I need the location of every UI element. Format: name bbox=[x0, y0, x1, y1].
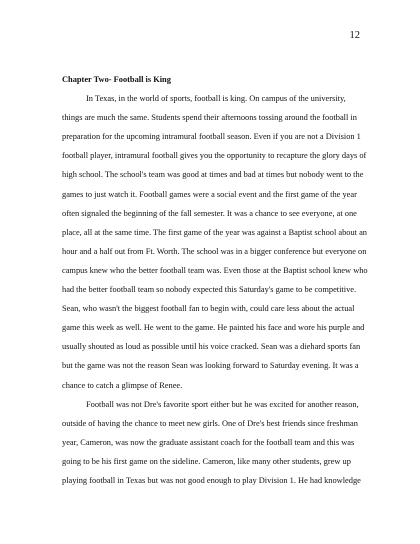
paragraph-line: campus knew who the better football team was. Even those at the Baptist school knew who bbox=[62, 265, 368, 275]
paragraph-line: preparation for the upcoming intramural football season. Even if you are not a Division 1 bbox=[62, 132, 361, 142]
body-text bbox=[62, 70, 368, 490]
paragraph-line: playing football in Texas but was not good enough to play Division 1. He had knowledge bbox=[62, 475, 361, 485]
paragraph-line: game this week as well. He went to the game. He painted his face and wore his purple and bbox=[62, 323, 365, 333]
paragraph-line: year, Cameron, was now the graduate assistant coach for the football team and this was bbox=[62, 437, 355, 447]
paragraph-line: going to be his first game on the sideline. Cameron, like many other students, grew up bbox=[62, 456, 351, 466]
paragraph-line: but the game was not the reason Sean was looking forward to Saturday evening. It was a bbox=[62, 361, 359, 371]
paragraph-line: often signaled the beginning of the fall semester. It was a chance to see everyone, at one bbox=[62, 208, 357, 218]
paragraph-line: had the better football team so nobody expected this Saturday's game to be competitive. bbox=[62, 285, 357, 295]
paragraph-line: outside of having the chance to meet new girls. One of Dre's best friends since freshman bbox=[62, 418, 358, 428]
paragraph-line: games to just watch it. Football games were a social event and the first game of the year bbox=[62, 189, 357, 199]
chapter-heading: Chapter Two- Football is King bbox=[62, 75, 171, 84]
paragraph-line: Football was not Dre's favorite sport either but he was excited for another reason, bbox=[86, 399, 359, 409]
paragraph-line: place, all at the same time. The first game of the year was against a Baptist school about an bbox=[62, 227, 367, 237]
paragraph-line: usually shouted as loud as possible until his voice cracked. Sean was a diehard sports fan bbox=[62, 342, 361, 352]
page-number: 12 bbox=[349, 30, 360, 41]
paragraph-line: Sean, who wasn't the biggest football fan to begin with, could care less about the actual bbox=[62, 304, 355, 314]
paragraph-line: hour and a half out from Ft. Worth. The school was in a bigger conference but everyone on bbox=[62, 246, 367, 256]
paragraph-line: high school. The school's team was good at times and bad at times but nobody went to the bbox=[62, 170, 364, 180]
paragraph-line: chance to catch a glimpse of Renee. bbox=[62, 380, 183, 390]
paragraph-line: things are much the same. Students spend their afternoons tossing around the football in bbox=[62, 113, 357, 123]
paragraph-line: In Texas, in the world of sports, football is king. On campus of the university, bbox=[86, 94, 346, 104]
paragraph-line: football player, intramural football gives you the opportunity to recapture the glory days of bbox=[62, 151, 367, 161]
